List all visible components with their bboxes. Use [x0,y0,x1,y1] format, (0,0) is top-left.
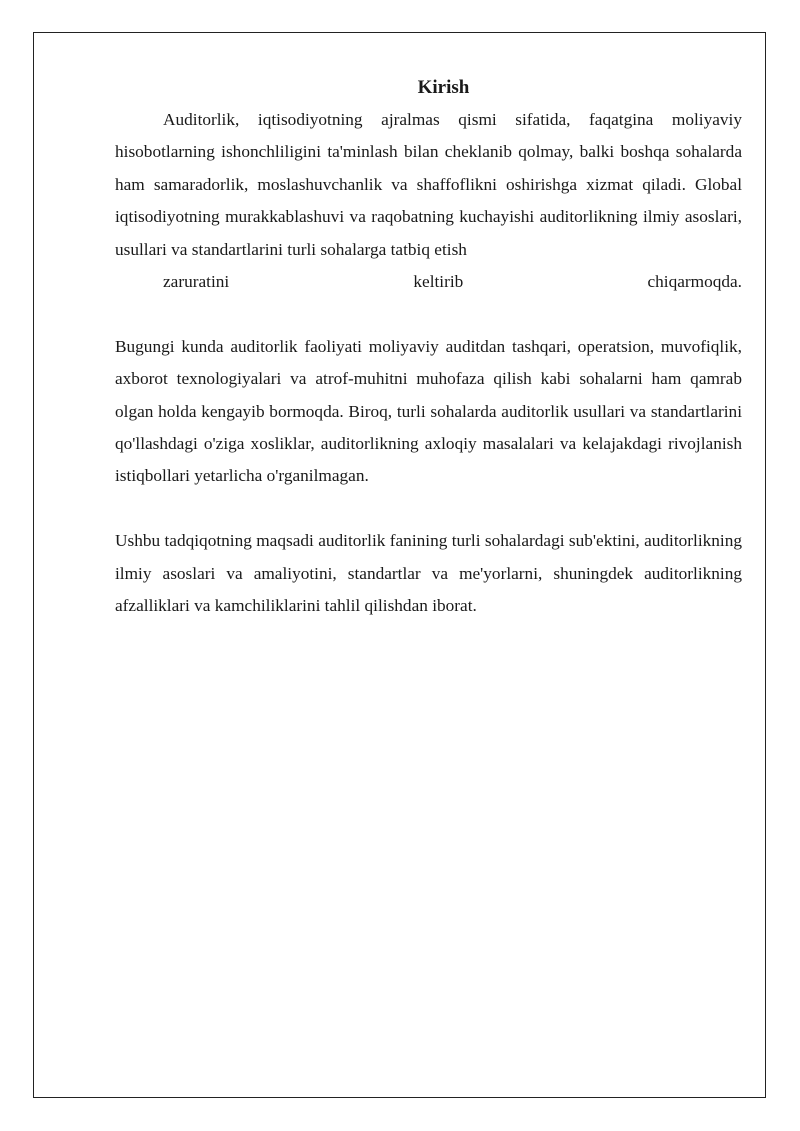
paragraph-scope: Bugungi kunda auditorlik faoliyati moliyaviy auditdan tashqari, operatsion, muvofiqlik, axborot texnologiyalari va atrof-muhitni muhofaza qilish kabi sohalarni ham qamrab olgan holda kengayib bormoqda. Biroq, turli sohalarda auditorlik usullari va standartlarini qo'llashdagi o'ziga xosliklar, auditorlikning axloqiy masalalari va kelajakdagi rivojlanish istiqbollari yetarlicha o'rganilmagan. [115,336,742,486]
paragraph-gap [115,493,742,525]
document-title: Kirish [417,77,470,98]
paragraph-intro-body: Auditorlik, iqtisodiyotning ajralmas qismi sifatida, faqatgina moliyaviy hisobotlarning ishonchliligini ta'minlash bilan cheklanib qolmay, balki boshqa sohalarda ham samaradorlik, moslashuvchanlik va shaffoflikni oshirishga xizmat qiladi. Global iqtisodiyotning murakkablashuvi va raqobatning kuchayishi auditorlikning ilmiy asoslari, usullari va standartlarini turli sohalarga tatbiq etish [115,110,742,259]
document-body [115,76,742,622]
paragraph-aim: Ushbu tadqiqotning maqsadi auditorlik fanining turli sohalardagi sub'ektini, auditorlikning ilmiy asoslari va amaliyotini, standartlar va me'yorlarni, shuningdek auditorlikning afzalliklari va kamchiliklarini tahlil qilishdan iborat. [115,531,742,616]
paragraph-intro-tail: zaruratini keltirib chiqarmoqda. [163,272,742,292]
paragraph-gap [115,298,742,330]
paragraph-intro [115,104,742,298]
